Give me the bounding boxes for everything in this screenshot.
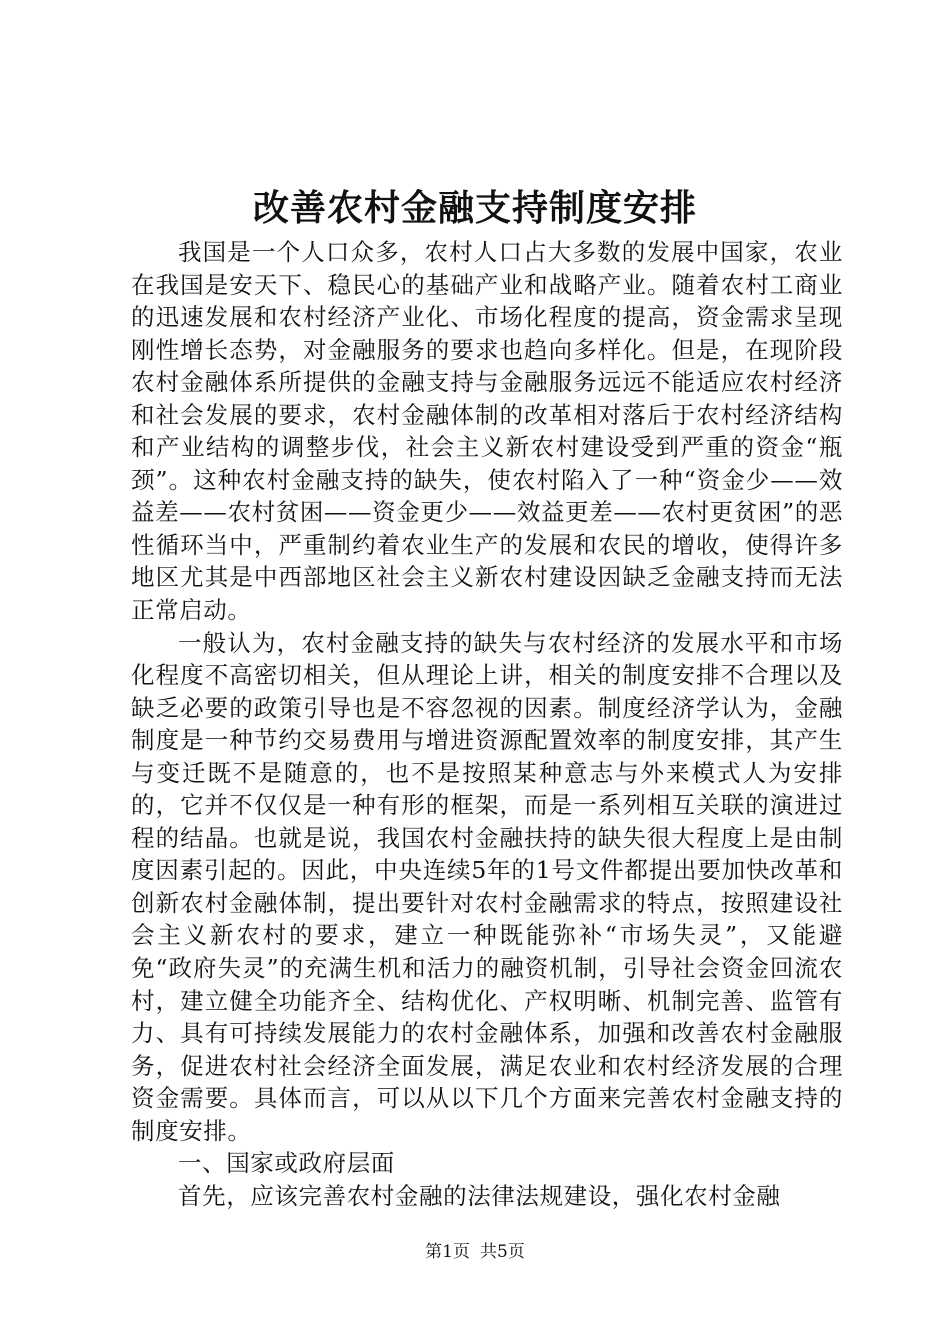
page-number-total: 共5页	[480, 1242, 525, 1262]
page-number-current: 第1页	[425, 1242, 470, 1262]
body-paragraph: 我国是一个人口众多，农村人口占大多数的发展中国家，农业在我国是安天下、稳民心的基础产业和战略产业。随着农村工商业的迅速发展和农村经济产业化、市场化程度的提高，资金需求呈现刚性增长态势，对金融服务的要求也趋向多样化。但是，在现阶段农村金融体系所提供的金融支持与金融服务远远不能适应农村经济和社会发展的要求，农村金融体制的改革相对落后于农村经济结构和产业结构的调整步伐，社会主义新农村建设受到严重的资金“瓶颈”。这种农村金融支持的缺失，使农村陷入了一种“资金少——效益差——农村贫困——资金更少——效益更差——农村更贫困”的恶性循环当中，严重制约着农业生产的发展和农民的增收，使得许多地区尤其是中西部地区社会主义新农村建设因缺乏金融支持而无法正常启动。	[131, 238, 843, 625]
document-body	[131, 236, 843, 1212]
section-heading: 一、国家或政府层面	[178, 1149, 395, 1178]
body-paragraph: 首先，应该完善农村金融的法律法规建设，强化农村金融	[178, 1181, 781, 1210]
document-title: 改善农村金融支持制度安排	[252, 187, 697, 229]
page-footer	[0, 1240, 950, 1264]
body-paragraph: 一般认为，农村金融支持的缺失与农村经济的发展水平和市场化程度不高密切相关，但从理论上讲，相关的制度安排不合理以及缺乏必要的政策引导也是不容忽视的因素。制度经济学认为，金融制度是一种节约交易费用与增进资源配置效率的制度安排，其产生与变迁既不是随意的，也不是按照某种意志与外来模式人为安排的，它并不仅仅是一种有形的框架，而是一系列相互关联的演进过程的结晶。也就是说，我国农村金融扶持的缺失很大程度上是由制度因素引起的。因此，中央连续5年的1号文件都提出要加快改革和创新农村金融体制，提出要针对农村金融需求的特点，按照建设社会主义新农村的要求，建立一种既能弥补“市场失灵”，又能避免“政府失灵”的充满生机和活力的融资机制，引导社会资金回流农村，建立健全功能齐全、结构优化、产权明晰、机制完善、监管有力、具有可持续发展能力的农村金融体系，加强和改善农村金融服务，促进农村社会经济全面发展，满足农业和农村经济发展的合理资金需要。具体而言，可以从以下几个方面来完善农村金融支持的制度安排。	[131, 628, 843, 1145]
